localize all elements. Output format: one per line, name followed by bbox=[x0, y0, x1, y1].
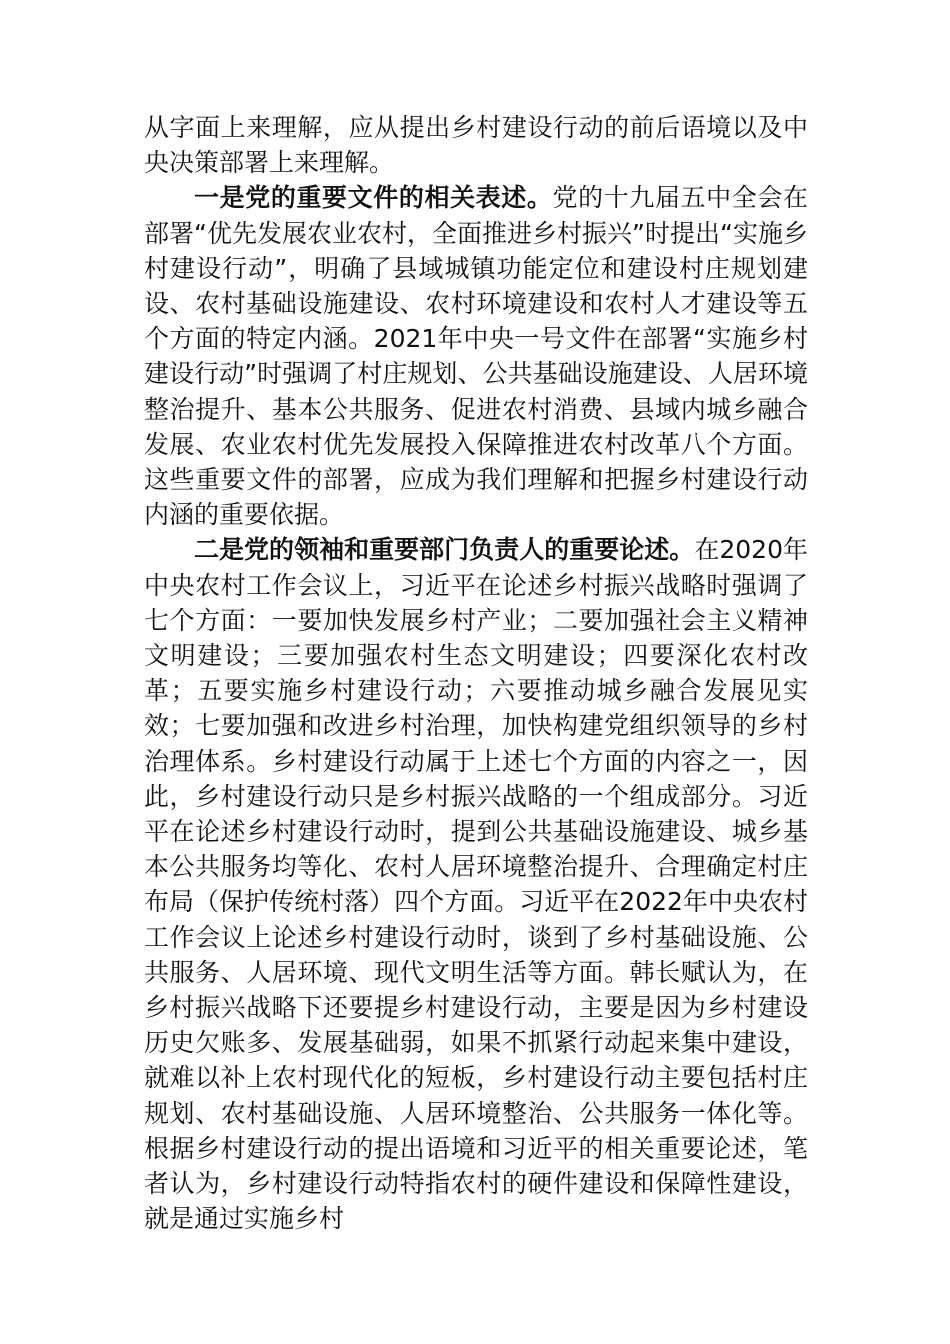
paragraph-2 bbox=[144, 180, 808, 532]
paragraph-1-text: 从字面上来理解，应从提出乡村建设行动的前后语境以及中央决策部署上来理解。 bbox=[144, 113, 808, 178]
paragraph-2-heading: 一是党的重要文件的相关表述。 bbox=[194, 183, 553, 213]
body-text bbox=[144, 110, 808, 1237]
paragraph-3 bbox=[144, 532, 808, 1236]
paragraph-3-heading: 二是党的领袖和重要部门负责人的重要论述。 bbox=[194, 535, 695, 565]
paragraph-3-text: 在2020年中央农村工作会议上，习近平在论述乡村振兴战略时强调了七个方面：一要加快发展乡村产业；二要加强社会主义精神文明建设；三要加强农村生态文明建设；四要深化农村改革；五要实施乡村建设行动；六要推动城乡融合发展见实效；七要加强和改进乡村治理，加快构建党组织领导的乡村治理体系。乡村建设行动属于上述七个方面的内容之一，因此，乡村建设行动只是乡村振兴战略的一个组成部分。习近平在论述乡村建设行动时，提到公共基础设施建设、城乡基本公共服务均等化、农村人居环境整治提升、合理确定村庄布局（保护传统村落）四个方面。习近平在2022年中央农村工作会议上论述乡村建设行动时，谈到了乡村基础设施、公共服务、人居环境、现代文明生活等方面。韩长赋认为，在乡村振兴战略下还要提乡村建设行动，主要是因为乡村建设历史欠账多、发展基础弱，如果不抓紧行动起来集中建设，就难以补上农村现代化的短板，乡村建设行动主要包括村庄规划、农村基础设施、人居环境整治、公共服务一体化等。根据乡村建设行动的提出语境和习近平的相关重要论述，笔者认为，乡村建设行动特指农村的硬件建设和保障性建设，就是通过实施乡村 bbox=[144, 535, 808, 1234]
paragraph-1 bbox=[144, 110, 808, 180]
paragraph-2-text: 党的十九届五中全会在部署“优先发展农业农村，全面推进乡村振兴”时提出“实施乡村建设行动”，明确了县域城镇功能定位和建设村庄规划建设、农村基础设施建设、农村环境建设和农村人才建设等五个方面的特定内涵。2021年中央一号文件在部署“实施乡村建设行动”时强调了村庄规划、公共基础设施建设、人居环境整治提升、基本公共服务、促进农村消费、县域内城乡融合发展、农业农村优先发展投入保障推进农村改革八个方面。这些重要文件的部署，应成为我们理解和把握乡村建设行动内涵的重要依据。 bbox=[144, 183, 808, 530]
